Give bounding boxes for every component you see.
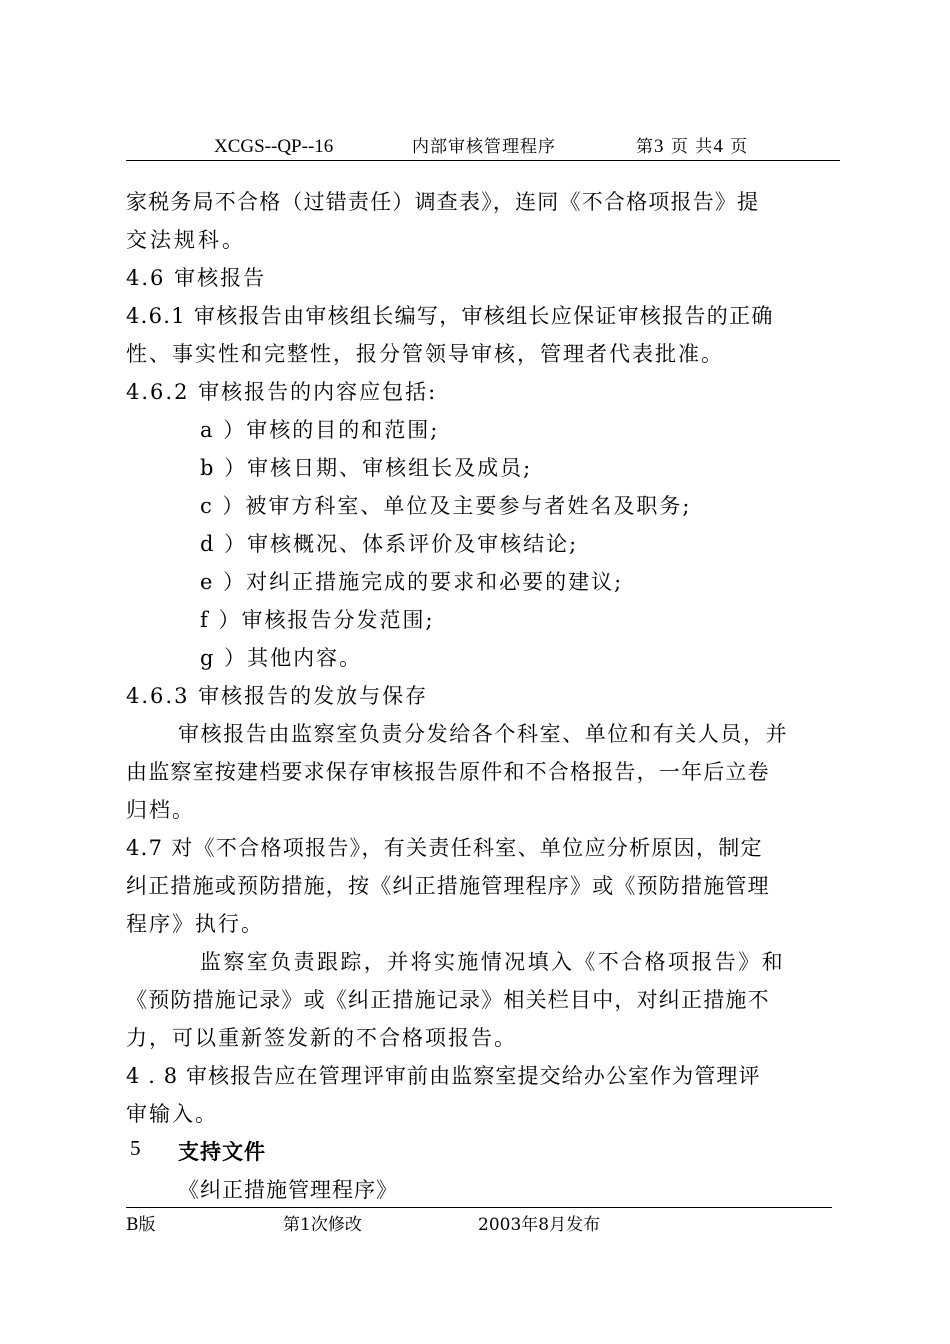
section-5-item: 《纠正措施管理程序》 [178,1178,398,1202]
body-line-23: 力，可以重新签发新的不合格项报告。 [126,1026,517,1050]
body-line-4: 4.6.1 审核报告由审核组长编写，审核组长应保证审核报告的正确 [126,304,774,328]
page-indicator [636,132,748,158]
list-item-e: e ）对纠正措施完成的要求和必要的建议; [200,570,624,594]
body-line-1: 家税务局不合格（过错责任）调查表》，连同《不合格项报告》提 [126,190,760,214]
document-code: XCGS--QP--16 [214,136,334,157]
body-line-18: 4.7 对《不合格项报告》，有关责任科室、单位应分析原因，制定 [126,836,763,860]
footer-revision: 第1次修改 [283,1215,362,1235]
list-item-b: b ）审核日期、审核组长及成员; [200,456,533,480]
section-heading-4-6-3: 4.6.3 审核报告的发放与保存 [126,684,429,708]
list-item-f: f ）审核报告分发范围; [200,608,435,632]
body-line-21: 监察室负责跟踪，并将实施情况填入《不合格项报告》和 [200,950,785,974]
body-line-22: 《预防措施记录》或《纠正措施记录》相关栏目中，对纠正措施不 [126,988,770,1012]
page-prefix: 第 [636,137,654,157]
page-suffix: 页 [730,137,749,157]
list-item-g: g ）其他内容。 [200,646,363,670]
body-line-5: 性、事实性和完整性，报分管领导审核，管理者代表批准。 [126,342,724,366]
body-line-2: 交法规科。 [126,228,246,252]
list-item-a: a ）审核的目的和范围; [200,418,440,442]
page-total: 4 [713,136,724,157]
section-5-number: 5 [130,1136,141,1160]
list-item-c: c ）被审方科室、单位及主要参与者姓名及职务; [200,494,692,518]
body-line-25: 审输入。 [126,1102,218,1126]
footer-release: 2003年8月发布 [478,1215,601,1235]
page-mid: 页 共 [670,137,714,157]
section-heading-4-6: 4.6 审核报告 [126,266,267,290]
body-line-16: 由监察室按建档要求保存审核报告原件和不合格报告，一年后立卷 [126,760,770,784]
body-line-17: 归档。 [126,798,195,822]
body-line-19: 纠正措施或预防措施，按《纠正措施管理程序》或《预防措施管理 [126,874,770,898]
section-heading-4-6-2: 4.6.2 审核报告的内容应包括: [126,380,438,404]
list-item-d: d ）审核概况、体系评价及审核结论; [200,532,579,556]
body-line-15: 审核报告由监察室负责分发给各个科室、单位和有关人员，并 [178,722,789,746]
body-line-20: 程序》执行。 [126,912,264,936]
document-title: 内部审核管理程序 [412,137,556,157]
section-5-title: 支持文件 [178,1139,266,1164]
body-line-24: 4 . 8 审核报告应在管理评审前由监察室提交给办公室作为管理评 [126,1064,761,1088]
footer-version: B版 [126,1215,156,1235]
page-header [126,130,840,161]
footer-rule [126,1207,832,1208]
page-current: 3 [654,136,665,157]
